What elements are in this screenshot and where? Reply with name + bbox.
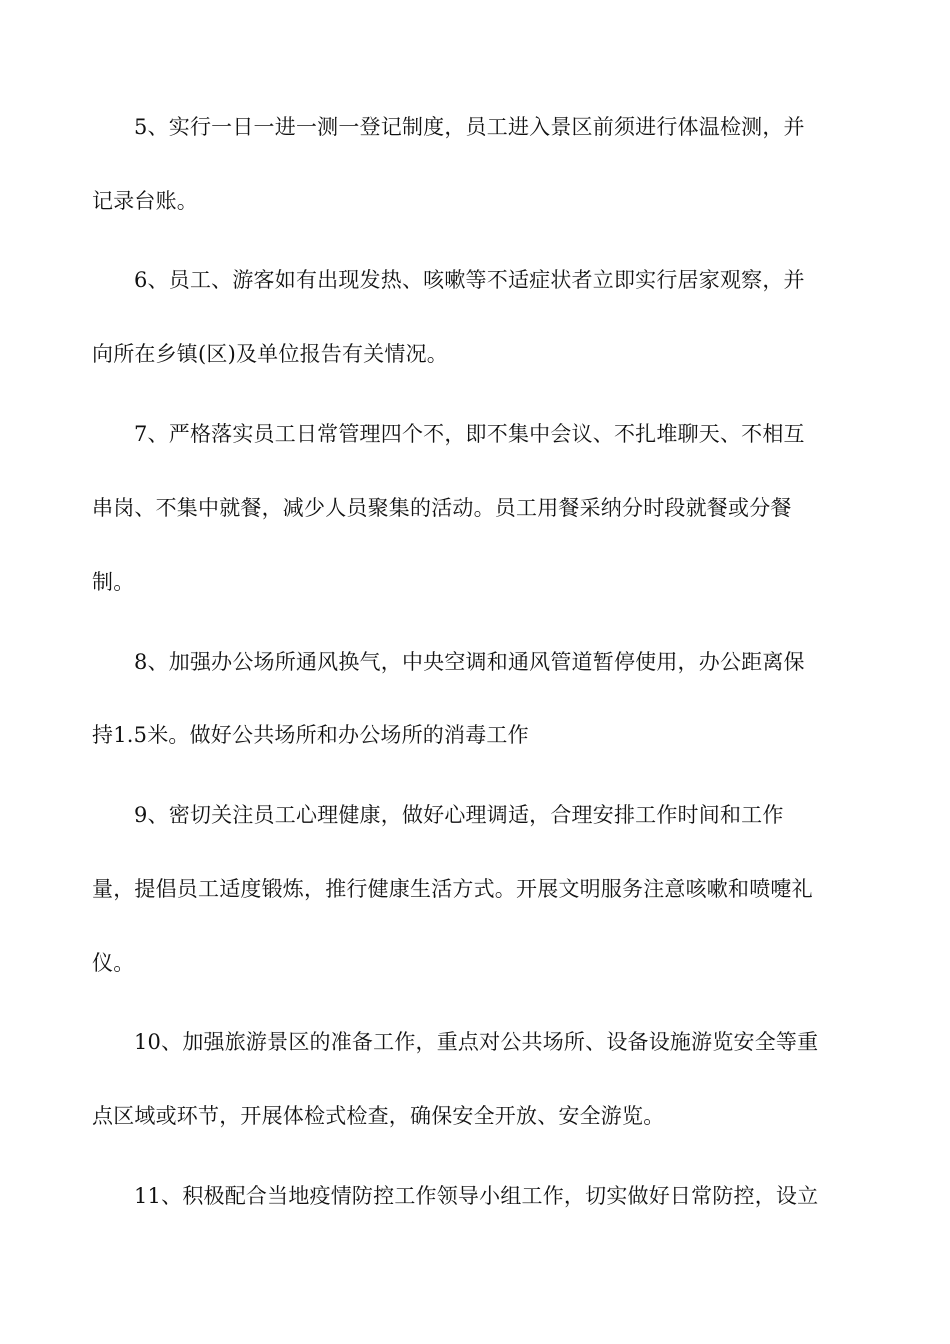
paragraph-8-line-2: 持1.5米。做好公共场所和办公场所的消毒工作 [92, 723, 529, 747]
paragraph-8-line-1: 8、加强办公场所通风换气，中央空调和通风管道暂停使用，办公距离保 [134, 650, 805, 674]
paragraph-10-line-2: 点区域或环节，开展体检式检查，确保安全开放、安全游览。 [92, 1104, 665, 1128]
paragraph-5-line-1: 5、实行一日一进一测一登记制度，员工进入景区前须进行体温检测，并 [134, 115, 805, 139]
paragraph-7-line-3: 制。 [92, 570, 135, 594]
paragraph-9-line-2: 量，提倡员工适度锻炼，推行健康生活方式。开展文明服务注意咳嗽和喷嚏礼 [92, 877, 813, 901]
paragraph-5-line-2: 记录台账。 [92, 189, 198, 213]
paragraph-6-line-1: 6、员工、游客如有出现发热、咳嗽等不适症状者立即实行居家观察，并 [134, 268, 805, 292]
paragraph-9-line-1: 9、密切关注员工心理健康，做好心理调适，合理安排工作时间和工作 [134, 803, 784, 827]
paragraph-7-line-2: 串岗、不集中就餐，减少人员聚集的活动。员工用餐采纳分时段就餐或分餐 [92, 496, 792, 520]
paragraph-11-line-1: 11、积极配合当地疫情防控工作领导小组工作，切实做好日常防控，设立 [134, 1184, 819, 1208]
paragraph-7-line-1: 7、严格落实员工日常管理四个不，即不集中会议、不扎堆聊天、不相互 [134, 422, 805, 446]
paragraph-6-line-2: 向所在乡镇(区)及单位报告有关情况。 [92, 342, 448, 366]
paragraph-9-line-3: 仪。 [92, 951, 135, 975]
paragraph-10-line-1: 10、加强旅游景区的准备工作，重点对公共场所、设备设施游览安全等重 [134, 1030, 819, 1054]
